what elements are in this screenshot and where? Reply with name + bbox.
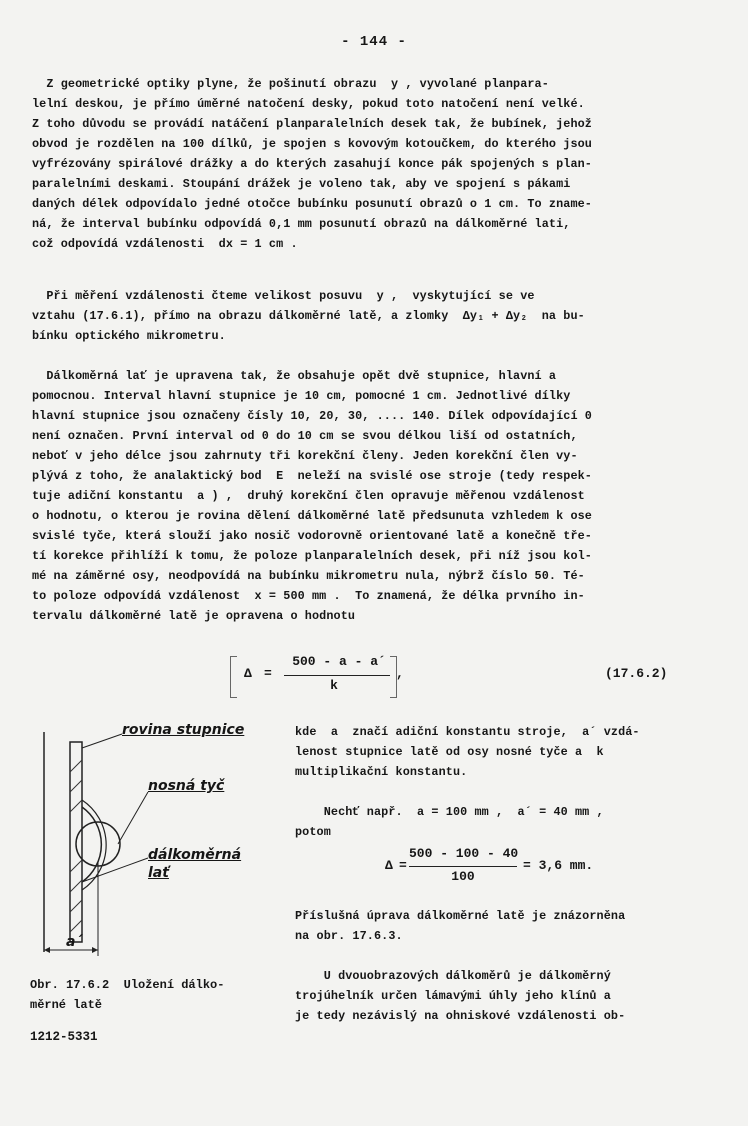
formula-delta: Δ xyxy=(385,858,393,873)
text-line: Dálkoměrná lať je upravena tak, že obsahuje opět dvě stupnice, hlavní a xyxy=(32,369,557,383)
formula-numerator: 500 - a - a´ xyxy=(292,654,386,669)
text-line: to poloze odpovídá vzdálenost x = 500 mm . To znamená, že délka prvního in- xyxy=(32,589,585,603)
text-line: Z toho důvodu se provádí natáčení planparalelních desek tak, že bubínek, jehož xyxy=(32,117,592,131)
figure-caption xyxy=(30,975,224,1015)
text-line: je tedy nezávislý na ohniskové vzdálenosti ob- xyxy=(295,1009,626,1023)
formula-equals: = xyxy=(264,666,272,681)
text-line: Příslušná úprava dálkoměrné latě je znázorněna xyxy=(295,909,626,923)
formula-comma: , xyxy=(396,666,404,681)
text-line: neboť v jeho délce jsou zahrnuty tři korekční členy. Jeden korekční člen vy- xyxy=(32,449,578,463)
text-line: lelní deskou, je přímo úměrné natočení desky, pokud toto natočení není velké. xyxy=(32,97,585,111)
figure-drawing xyxy=(30,712,270,972)
text-line: trojúhelník určen lámavými úhly jeho klínů a xyxy=(295,989,611,1003)
text-line: obvod je rozdělen na 100 dílků, je spojen s kovovým kotoučkem, do kterého jsou xyxy=(32,137,592,151)
text-line: bínku optického mikrometru. xyxy=(32,329,226,343)
right-paragraph-2 xyxy=(295,802,725,842)
text-line: pomocnou. Interval hlavní stupnice je 10 cm, pomocné 1 cm. Jednotlivé dílky xyxy=(32,389,571,403)
text-line: není označen. První interval od 0 do 10 cm se svou délkou liší od ostatních, xyxy=(32,429,578,443)
paragraph-1 xyxy=(32,74,722,254)
text-line: daných délek odpovídalo jedné otočce bubínku posunutí obrazů o 1 cm. To zname- xyxy=(32,197,592,211)
formula-equals: = xyxy=(399,858,407,873)
text-line: tí korekce přihlíží k tomu, že poloze planparalelních desek, při níž jsou kol- xyxy=(32,549,592,563)
caption-line: měrné latě xyxy=(30,998,103,1012)
fraction-bar xyxy=(284,675,390,676)
formula-example xyxy=(385,846,685,888)
right-paragraph-4 xyxy=(295,966,725,1026)
text-line: ná, že interval bubínku odpovídá 0,1 mm posunutí obrazů na dálkoměrné lati, xyxy=(32,217,571,231)
text-line: multiplikační konstantu. xyxy=(295,765,468,779)
text-line: hlavní stupnice jsou označeny čísly 10, 20, 30, .... 140. Dílek odpovídající 0 xyxy=(32,409,592,423)
text-line: svislé tyče, která slouží jako nosič vodorovně orientované latě a konečně tře- xyxy=(32,529,592,543)
text-line: tuje adiční konstantu a ) , druhý korekční člen opravuje měřenou vzdálenost xyxy=(32,489,585,503)
right-paragraph-1 xyxy=(295,722,725,782)
caption-line: Obr. 17.6.2 Uložení dálko- xyxy=(30,978,225,992)
document-code: 1212-5331 xyxy=(30,1030,98,1044)
right-paragraph-3 xyxy=(295,906,725,946)
formula-bracket-right xyxy=(390,656,397,698)
equation-number: (17.6.2) xyxy=(605,666,668,681)
text-line: lenost stupnice latě od osy nosné tyče a k xyxy=(295,745,604,759)
label-scale-plane: rovina stupnice xyxy=(122,722,245,738)
formula-denominator: 100 xyxy=(451,869,475,884)
figure-staff-mount xyxy=(30,712,270,972)
label-staff: dálkoměrná lať xyxy=(148,847,242,881)
text-line: Z geometrické optiky plyne, že pošinutí obrazu y , vyvolané planpara- xyxy=(32,77,549,91)
fraction-bar xyxy=(409,866,517,867)
text-line: vyfrézovány spirálové drážky a do kterých zasahují konce pák spojených s plan- xyxy=(32,157,592,171)
page-number: - 144 - xyxy=(341,34,407,50)
text-line: kde a značí adiční konstantu stroje, a´ vzdá- xyxy=(295,725,640,739)
text-line: Při měření vzdálenosti čteme velikost posuvu y , vyskytující se ve xyxy=(32,289,535,303)
formula-bracket-left xyxy=(230,656,237,698)
paragraph-2 xyxy=(32,286,722,346)
text-line: U dvouobrazových dálkoměrů je dálkoměrný xyxy=(295,969,611,983)
paragraph-3 xyxy=(32,366,722,626)
formula-delta: Δ xyxy=(244,666,252,681)
text-line: mé na záměrné osy, neodpovídá na bubínku mikrometru nula, nýbrž číslo 50. Té- xyxy=(32,569,585,583)
text-line: paralelními deskami. Stoupání drážek je voleno tak, aby ve spojení s pákami xyxy=(32,177,571,191)
label-carrier-rod: nosná tyč xyxy=(148,778,225,794)
text-line: plývá z toho, že analaktický bod E neleží na svislé ose stroje (tedy respek- xyxy=(32,469,592,483)
text-line: vztahu (17.6.1), přímo na obrazu dálkoměrné latě, a zlomky Δy₁ + Δy₂ na bu- xyxy=(32,309,585,323)
text-line: o hodnotu, o kterou je rovina dělení dálkoměrné latě předsunuta vzhledem k ose xyxy=(32,509,592,523)
text-line: na obr. 17.6.3. xyxy=(295,929,403,943)
formula-17-6-2 xyxy=(200,656,720,696)
formula-result: = 3,6 mm. xyxy=(523,858,594,873)
formula-denominator: k xyxy=(330,678,338,693)
text-line: tervalu dálkoměrné latě je opravena o hodnotu xyxy=(32,609,356,623)
label-dimension-a: a´ xyxy=(66,934,83,950)
formula-numerator: 500 - 100 - 40 xyxy=(409,846,519,861)
text-line: Nechť např. a = 100 mm , a´ = 40 mm , xyxy=(295,805,604,819)
text-line: což odpovídá vzdálenosti dx = 1 cm . xyxy=(32,237,298,251)
text-line: potom xyxy=(295,825,331,839)
